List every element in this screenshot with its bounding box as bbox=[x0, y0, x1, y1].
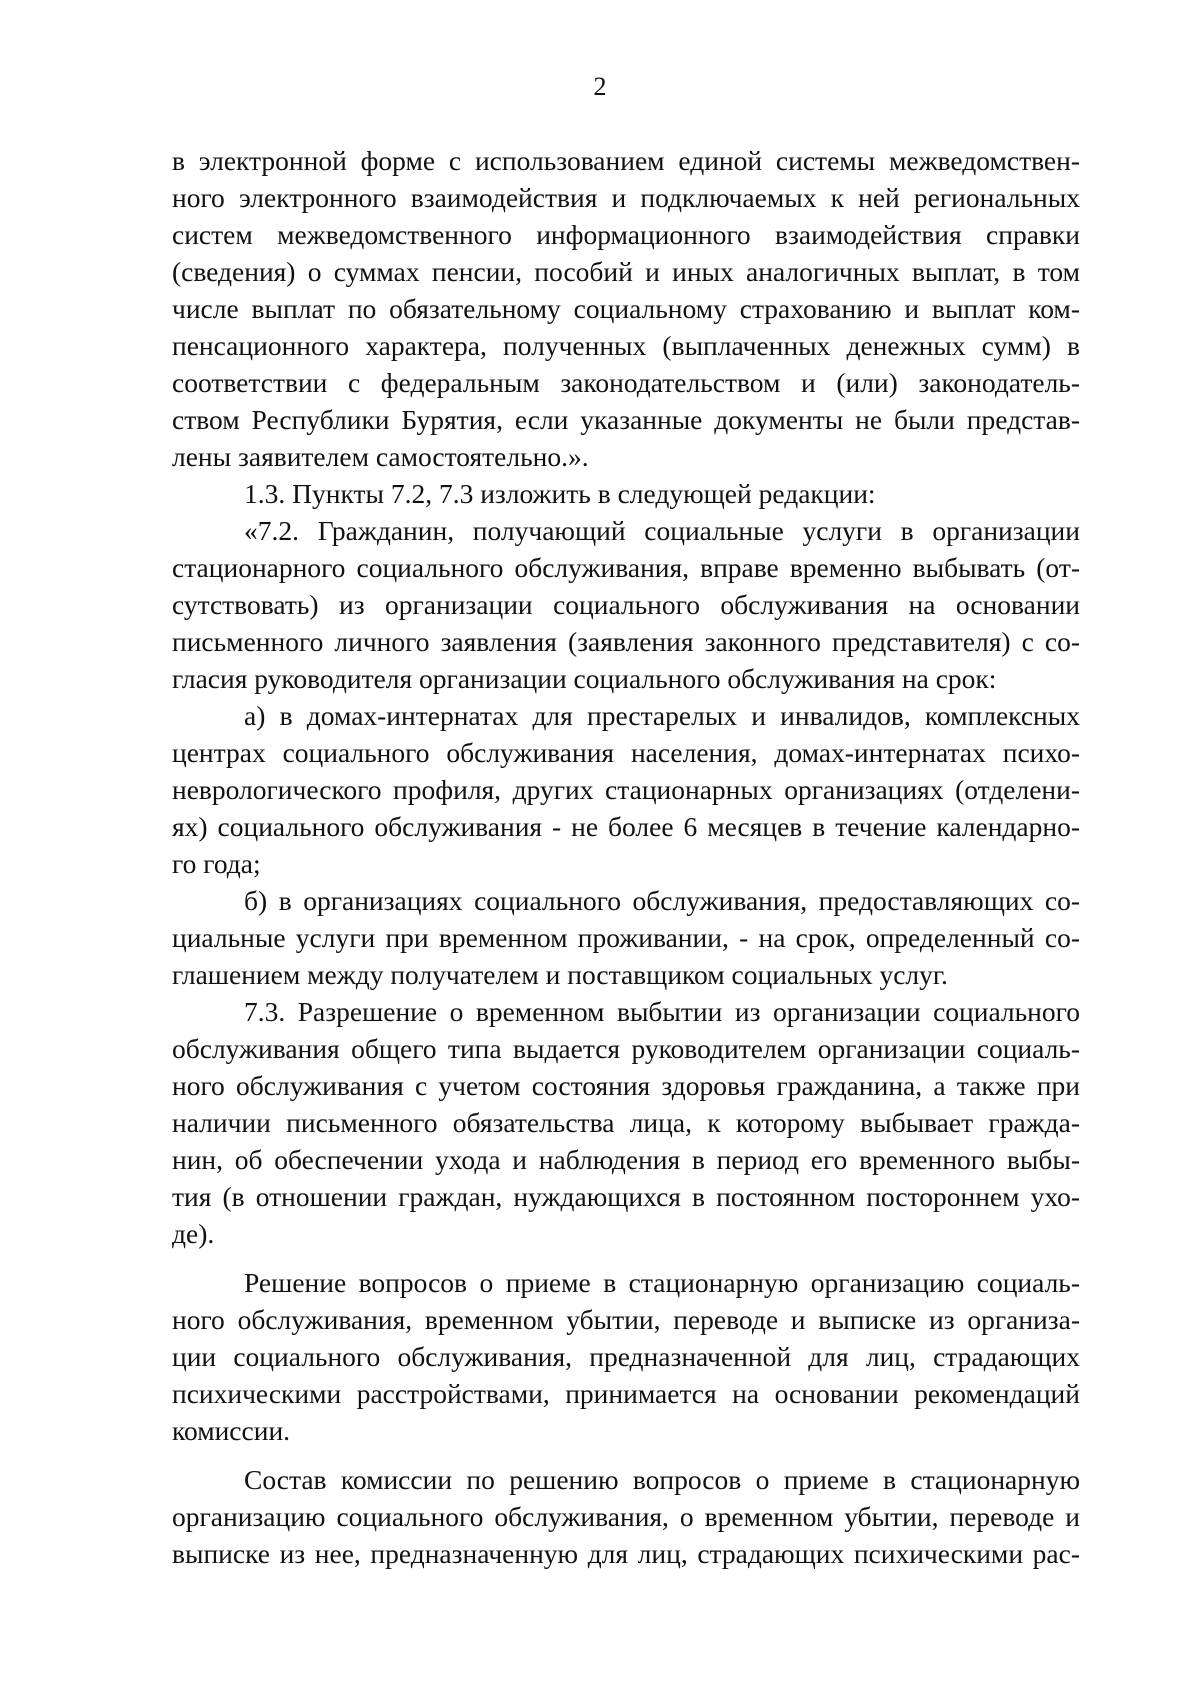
text-line: нин, об обеспечении ухода и наблюдения в период его временного выбы- bbox=[172, 1144, 1080, 1175]
text-line: циальные услуги при временном проживании, - на срок, определенный со- bbox=[172, 922, 1080, 953]
text-line: неврологического профиля, других стационарных организациях (отделени- bbox=[172, 774, 1080, 805]
paragraph bbox=[172, 1461, 1080, 1572]
text-line: Состав комиссии по решению вопросов о приеме в стационарную bbox=[244, 1464, 1080, 1495]
text-line: пенсационного характера, полученных (выплаченных денежных сумм) в bbox=[172, 330, 1080, 361]
text-line: комиссии. bbox=[172, 1415, 291, 1446]
text-line: лены заявителем самостоятельно.». bbox=[172, 441, 589, 472]
text-line: «7.2. Гражданин, получающий социальные услуги в организации bbox=[244, 515, 1080, 546]
paragraph bbox=[172, 993, 1080, 1252]
paragraph bbox=[172, 475, 1080, 512]
text-line: ного обслуживания с учетом состояния здоровья гражданина, а также при bbox=[172, 1070, 1080, 1101]
text-line: ного обслуживания, временном убытии, переводе и выписке из организа- bbox=[172, 1304, 1080, 1335]
text-line: психическими расстройствами, принимается на основании рекомендаций bbox=[172, 1378, 1080, 1409]
text-line: соответствии с федеральным законодательством и (или) законодатель- bbox=[172, 367, 1080, 398]
paragraph bbox=[172, 1264, 1080, 1449]
text-line: организацию социального обслуживания, о временном убытии, переводе и bbox=[172, 1501, 1080, 1532]
document-body bbox=[172, 142, 1080, 1572]
paragraph bbox=[172, 697, 1080, 882]
text-line: выписке из нее, предназначенную для лиц, страдающих психическими рас- bbox=[172, 1538, 1080, 1569]
paragraph bbox=[172, 882, 1080, 993]
text-line: числе выплат по обязательному социальному страхованию и выплат ком- bbox=[172, 293, 1080, 324]
text-line: глашением между получателем и поставщиком социальных услуг. bbox=[172, 959, 948, 990]
paragraph bbox=[172, 142, 1080, 475]
text-line: ством Республики Бурятия, если указанные документы не были представ- bbox=[172, 404, 1080, 435]
text-line: стационарного социального обслуживания, вправе временно выбывать (от- bbox=[172, 552, 1080, 583]
page-number: 2 bbox=[593, 72, 607, 101]
text-line: 1.3. Пункты 7.2, 7.3 изложить в следующей редакции: bbox=[244, 478, 876, 509]
text-line: систем межведомственного информационного взаимодействия справки bbox=[172, 219, 1080, 250]
text-line: 7.3. Разрешение о временном выбытии из организации социального bbox=[244, 996, 1080, 1027]
text-line: Решение вопросов о приеме в стационарную организацию социаль- bbox=[244, 1267, 1080, 1298]
text-line: де). bbox=[172, 1218, 215, 1249]
text-line: письменного личного заявления (заявления законного представителя) с со- bbox=[172, 626, 1080, 657]
text-line: центрах социального обслуживания населения, домах-интернатах психо- bbox=[172, 737, 1080, 768]
text-line: б) в организациях социального обслуживания, предоставляющих со- bbox=[244, 885, 1080, 916]
text-line: го года; bbox=[172, 848, 261, 879]
text-line: тия (в отношении граждан, нуждающихся в постоянном постороннем ухо- bbox=[172, 1181, 1080, 1212]
text-line: обслуживания общего типа выдается руководителем организации социаль- bbox=[172, 1033, 1080, 1064]
text-line: сутствовать) из организации социального обслуживания на основании bbox=[172, 589, 1080, 620]
text-line: ции социального обслуживания, предназначенной для лиц, страдающих bbox=[172, 1341, 1080, 1372]
text-line: а) в домах-интернатах для престарелых и инвалидов, комплексных bbox=[244, 700, 1080, 731]
text-line: наличии письменного обязательства лица, к которому выбывает гражда- bbox=[172, 1107, 1080, 1138]
text-line: ях) социального обслуживания - не более 6 месяцев в течение календарно- bbox=[172, 811, 1080, 842]
text-line: гласия руководителя организации социального обслуживания на срок: bbox=[172, 663, 997, 694]
text-line: ного электронного взаимодействия и подключаемых к ней региональных bbox=[172, 182, 1080, 213]
text-line: в электронной форме с использованием единой системы межведомствен- bbox=[172, 145, 1080, 176]
paragraph bbox=[172, 512, 1080, 697]
text-line: (сведения) о суммах пенсии, пособий и иных аналогичных выплат, в том bbox=[172, 256, 1080, 287]
